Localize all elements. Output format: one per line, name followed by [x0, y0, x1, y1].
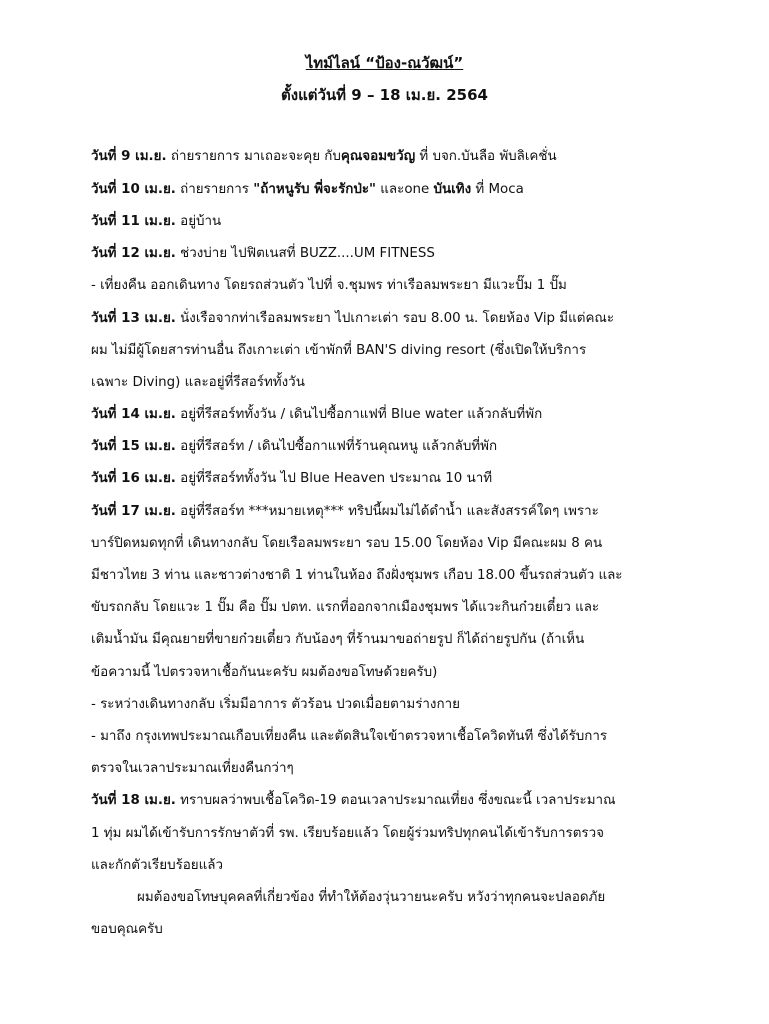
body-text: ถ่ายรายการ: [175, 182, 254, 197]
body-text: ผม ไม่มีผู้โดยสารท่านอื่น ถึงเกาะเต่า เข้าพักที่ BAN'S diving resort (ซึ่งเปิดให้บริการ: [91, 343, 587, 358]
body-line: [91, 759, 691, 779]
body-text: ตรวจในเวลาประมาณเที่ยงคืนกว่าๆ: [91, 761, 294, 776]
body-text: ขับรถกลับ โดยแวะ 1 ปั๊ม คือ ปั๊ม ปตท. แรกที่ออกจากเมืองชุมพร ได้แวะกินก๋วยเตี๋ยว และ: [91, 600, 600, 615]
bold-text: วันที่ 9 เม.ย.: [91, 149, 167, 164]
body-text: ช่วงบ่าย ไปฟิตเนสที่ BUZZ....UM FITNESS: [175, 246, 435, 261]
bold-text: วันที่ 17 เม.ย.: [91, 504, 176, 519]
body-line: [91, 341, 691, 361]
body-line: [91, 309, 691, 329]
body-text: บาร์ปิดหมดทุกที่ เดินทางกลับ โดยเรือลมพระยา รอบ 15.00 โดยห้อง Vip มีคณะผม 8 คน: [91, 536, 603, 551]
body-line: [91, 180, 691, 200]
body-line: [91, 824, 691, 844]
document-title: ไทม์ไลน์ “ป้อง-ณวัฒน์”: [305, 54, 464, 72]
body-line: [91, 695, 691, 715]
bold-text: วันที่ 16 เม.ย.: [91, 471, 176, 486]
body-line: [91, 373, 691, 393]
body-text: - มาถึง กรุงเทพประมาณเกือบเที่ยงคืน และตัดสินใจเข้าตรวจหาเชื้อโควิดทันที ซึ่งได้รับการ: [91, 729, 608, 744]
body-text: - ระหว่างเดินทางกลับ เริ่มมีอาการ ตัวร้อน ปวดเมื่อยตามร่างกาย: [91, 697, 460, 712]
body-line: [91, 276, 691, 296]
body-line: [91, 502, 691, 522]
bold-text: วันที่ 14 เม.ย.: [91, 407, 176, 422]
body-line: [91, 147, 691, 167]
body-text: ที่ บจก.บันลือ พับลิเคชั่น: [415, 149, 557, 164]
body-line: [91, 598, 691, 618]
body-line: [91, 469, 691, 489]
body-line: [91, 856, 691, 876]
body-line: [91, 630, 691, 650]
body-text: ข้อความนี้ ไปตรวจหาเชื้อกันนะครับ ผมต้องขอโทษด้วยครับ): [91, 665, 438, 680]
body-line: [91, 663, 691, 683]
body-text: เติมน้ำมัน มีคุณยายที่ขายก๋วยเตี๋ยว กับน้องๆ ที่ร้านมาขอถ่ายรูป ก็ได้ถ่ายรูปกัน (ถ้าเห็น: [91, 632, 585, 647]
body-line: [91, 212, 691, 232]
bold-text: บันเทิง: [433, 182, 472, 197]
body-line: [91, 437, 691, 457]
document-subtitle: ตั้งแต่วันที่ 9 – 18 เม.ย. 2564: [281, 86, 488, 104]
body-line: [91, 727, 691, 747]
body-text: ขอบคุณครับ: [91, 922, 163, 937]
bold-text: วันที่ 15 เม.ย.: [91, 439, 176, 454]
body-line: [91, 791, 691, 811]
body-text: และกักตัวเรียบร้อยแล้ว: [91, 858, 224, 873]
body-text: อยู่ที่รีสอร์ททั้งวัน ไป Blue Heaven ประมาณ 10 นาที: [175, 471, 493, 486]
bold-text: วันที่ 18 เม.ย.: [91, 793, 176, 808]
body-line: [91, 534, 691, 554]
bold-text: "ถ้าหนูรับ พี่จะรักป่ะ": [253, 182, 377, 197]
body-text: นั่งเรือจากท่าเรือลมพระยา ไปเกาะเต่า รอบ 8.00 น. โดยห้อง Vip มีแต่คณะ: [175, 311, 615, 326]
body-text: มีชาวไทย 3 ท่าน และชาวต่างชาติ 1 ท่านในห้อง ถึงฝั่งชุมพร เกือบ 18.00 ขึ้นรถส่วนตัว และ: [91, 568, 623, 583]
body-line: [91, 920, 691, 940]
body-line: [137, 888, 737, 908]
body-line: [91, 244, 691, 264]
body-text: - เที่ยงคืน ออกเดินทาง โดยรถส่วนตัว ไปที่ จ.ชุมพร ท่าเรือลมพระยา มีแวะปั๊ม 1 ปั๊ม: [91, 278, 567, 293]
body-text: ถ่ายรายการ มาเถอะจะคุย กับ: [166, 149, 341, 164]
body-text: 1 ทุ่ม ผมได้เข้ารับการรักษาตัวที่ รพ. เรียบร้อยแล้ว โดยผู้ร่วมทริปทุกคนได้เข้ารับการตรวจ: [91, 826, 604, 841]
body-text: และone: [376, 182, 434, 197]
body-text: อยู่ที่รีสอร์ท / เดินไปซื้อกาแฟที่ร้านคุณหนู แล้วกลับที่พัก: [175, 439, 498, 454]
body-text: เฉพาะ Diving) และอยู่ที่รีสอร์ททั้งวัน: [91, 375, 305, 390]
body-text: อยู่ที่รีสอร์ท ***หมายเหตุ*** ทริปนี้ผมไม่ได้ดำน้ำ และสังสรรค์ใดๆ เพราะ: [175, 504, 599, 519]
body-text: อยู่ที่รีสอร์ททั้งวัน / เดินไปซื้อกาแฟที่ Blue water แล้วกลับที่พัก: [175, 407, 543, 422]
body-text: ทราบผลว่าพบเชื้อโควิด-19 ตอนเวลาประมาณเที่ยง ซึ่งขณะนี้ เวลาประมาณ: [175, 793, 616, 808]
body-text: ที่ Moca: [471, 182, 524, 197]
body-text: อยู่บ้าน: [175, 214, 222, 229]
body-text: ผมต้องขอโทษบุคคลที่เกี่ยวข้อง ที่ทำให้ต้องวุ่นวายนะครับ หวังว่าทุกคนจะปลอดภัย: [137, 890, 606, 905]
bold-text: วันที่ 11 เม.ย.: [91, 214, 176, 229]
bold-text: คุณจอมขวัญ: [340, 149, 416, 164]
body-line: [91, 405, 691, 425]
bold-text: วันที่ 13 เม.ย.: [91, 311, 176, 326]
bold-text: วันที่ 10 เม.ย.: [91, 182, 176, 197]
bold-text: วันที่ 12 เม.ย.: [91, 246, 176, 261]
body-line: [91, 566, 691, 586]
